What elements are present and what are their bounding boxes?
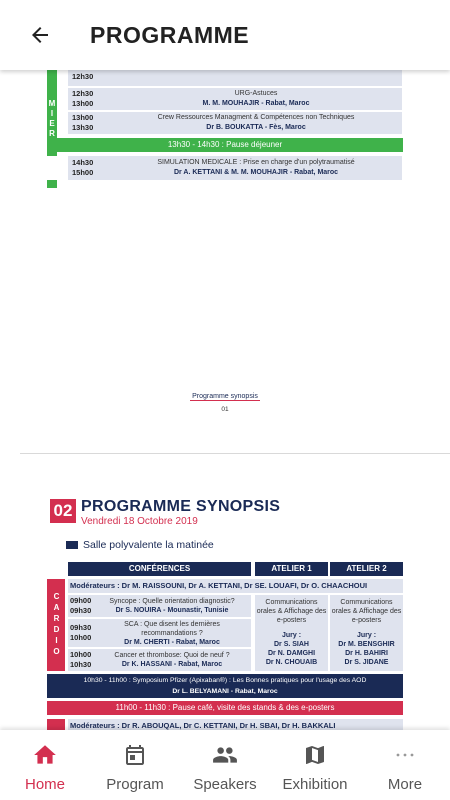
atelier-1-cell (255, 595, 328, 671)
talk-text (96, 620, 248, 647)
infectio-moderators (68, 719, 403, 730)
vtab-letter: E (49, 119, 55, 128)
vtab-letter: M (48, 99, 56, 108)
row-times: 09h00 09h30 (70, 596, 92, 615)
calendar-icon (122, 742, 148, 768)
program-row (68, 156, 402, 180)
talk-speaker: Dr M. CHERTI - Rabat, Maroc (124, 639, 220, 646)
atelier-text (330, 595, 403, 667)
page-title: PROGRAMME (90, 21, 250, 48)
row-times: 12h30 13h00 (72, 89, 94, 108)
pdf-page-2 (20, 474, 450, 730)
talk-text (96, 597, 248, 615)
people-icon (212, 742, 238, 768)
jury-member: Dr N. CHOUAIB (265, 659, 318, 666)
header-atelier-1: ATELIER 1 (255, 562, 328, 576)
talk-text (96, 651, 248, 669)
talk-title: Crew Ressources Managment & Compétences non Techniques (157, 114, 355, 121)
section-title: PROGRAMME SYNOPSIS (81, 498, 281, 515)
row-times: 10h00 10h30 (70, 650, 92, 669)
room-square-icon (66, 541, 78, 549)
nav-label: More (387, 775, 423, 793)
atelier-2-cell (330, 595, 403, 671)
nav-label: Speakers (193, 775, 257, 793)
talk-cell (68, 595, 251, 617)
page-divider (20, 453, 450, 454)
section-date: Vendredi 18 Octobre 2019 (81, 516, 198, 527)
page-number: 01 (221, 406, 229, 413)
moderators-text: Modérateurs : Dr R. ABOUQAL, Dr C. KETTANI, Dr H. SBAI, Dr H. BAKKALI (70, 721, 336, 730)
talk-speaker: Dr A. KETTANI & M. M. MOUHAJIR - Rabat, Maroc (173, 169, 339, 176)
header-atelier-2: ATELIER 2 (330, 562, 403, 576)
vtab-letter: I (50, 109, 54, 118)
talk-title: SIMULATION MEDICALE : Prise en charge d'un polytraumatisé (157, 159, 355, 166)
vtab-letter: R (49, 129, 55, 138)
talk-speaker: Dr B. BOUKATTA - Fès, Maroc (206, 124, 306, 131)
cardio-moderators (68, 579, 403, 593)
nav-program[interactable] (90, 730, 180, 800)
talk-speaker: Dr S. NOUIRA - Mounastir, Tunisie (115, 607, 229, 614)
row-times: 09h30 10h00 (70, 623, 92, 642)
jury-label: Jury : (356, 632, 377, 639)
room-label (66, 539, 214, 551)
talk-title: SCA : Que disent les dernières recommandations ? (124, 621, 220, 637)
jury-member: Dr N. DAMGHI (267, 650, 316, 657)
row-times: 13h00 13h30 (72, 113, 94, 132)
row-times: 14h30 15h00 (72, 158, 94, 177)
lunch-break-bar: 13h30 - 14h30 : Pause déjeuner (47, 138, 403, 152)
talk-title: Cancer et thrombose: Quoi de neuf ? (114, 652, 230, 659)
symposium-title: 10h30 - 11h00 : Symposium Pfizer (Apixaban®) : Les Bonnes pratiques pour l'usage des AOD (83, 677, 367, 684)
nav-home[interactable] (0, 730, 90, 800)
nav-label: Exhibition (282, 775, 348, 793)
map-icon (302, 742, 328, 768)
talk-speaker (116, 70, 396, 72)
row-content (116, 70, 396, 72)
programme-synopsis-link[interactable]: Programme synopsis (190, 393, 260, 401)
home-icon (32, 742, 58, 768)
header-conferences: CONFÉRENCES (68, 562, 251, 576)
talk-title: Syncope : Quelle orientation diagnostic? (109, 598, 235, 605)
cardio-label: CARDIO (52, 592, 61, 658)
jury-label: Jury : (281, 632, 302, 639)
jury-member: Dr S. JIDANE (344, 659, 389, 666)
program-row (68, 70, 402, 86)
moderators-text: Modérateurs : Dr M. RAISSOUNI, Dr A. KETTANI, Dr SE. LOUAFI, Dr O. CHAACHOUI (70, 581, 368, 590)
jury-member: Dr M. BENSGHIR (338, 641, 395, 648)
row-content (116, 113, 396, 133)
nav-label: Home (24, 775, 65, 793)
program-row (68, 88, 402, 110)
room-text: Salle polyvalente la matinée (83, 539, 214, 551)
talk-cell (68, 649, 251, 671)
program-row (68, 112, 402, 134)
arrow-back-icon (28, 23, 52, 47)
talk-cell (68, 619, 251, 647)
nav-speakers[interactable] (180, 730, 270, 800)
talk-title: URG-Astuces (234, 90, 278, 97)
coffee-break-bar: 11h00 - 11h30 : Pause café, visite des stands & des e-posters (47, 701, 403, 715)
more-dots-icon (392, 742, 418, 768)
atelier-title: Communications orales & Affichage des e-posters (256, 599, 327, 624)
nav-label: Program (106, 775, 164, 793)
row-times: 12h30 (72, 72, 94, 81)
pdf-viewer[interactable] (0, 70, 450, 730)
section-number-badge: 02 (50, 499, 76, 523)
bottom-navigation (0, 730, 450, 800)
pdf-page-1 (20, 70, 450, 443)
back-button[interactable] (18, 13, 62, 57)
cardio-vertical-tab (47, 579, 65, 671)
talk-speaker: Dr K. HASSANI - Rabat, Maroc (121, 661, 223, 668)
symposium-speaker: Dr L. BELYAMANI - Rabat, Maroc (172, 688, 278, 695)
symposium-bar (47, 674, 403, 698)
jury-member: Dr S. SIAH (273, 641, 309, 648)
atelier-text (255, 595, 328, 667)
talk-speaker: M. M. MOUHAJIR - Rabat, Maroc (202, 100, 310, 107)
app-bar (0, 0, 450, 70)
nav-more[interactable] (360, 730, 450, 800)
jury-member: Dr H. BAHIRI (345, 650, 388, 657)
row-content (116, 158, 396, 178)
nav-exhibition[interactable] (270, 730, 360, 800)
row-content (116, 89, 396, 109)
infectio-vertical-tab (47, 719, 65, 730)
atelier-title: Communications orales & Affichage des e-posters (331, 599, 402, 624)
